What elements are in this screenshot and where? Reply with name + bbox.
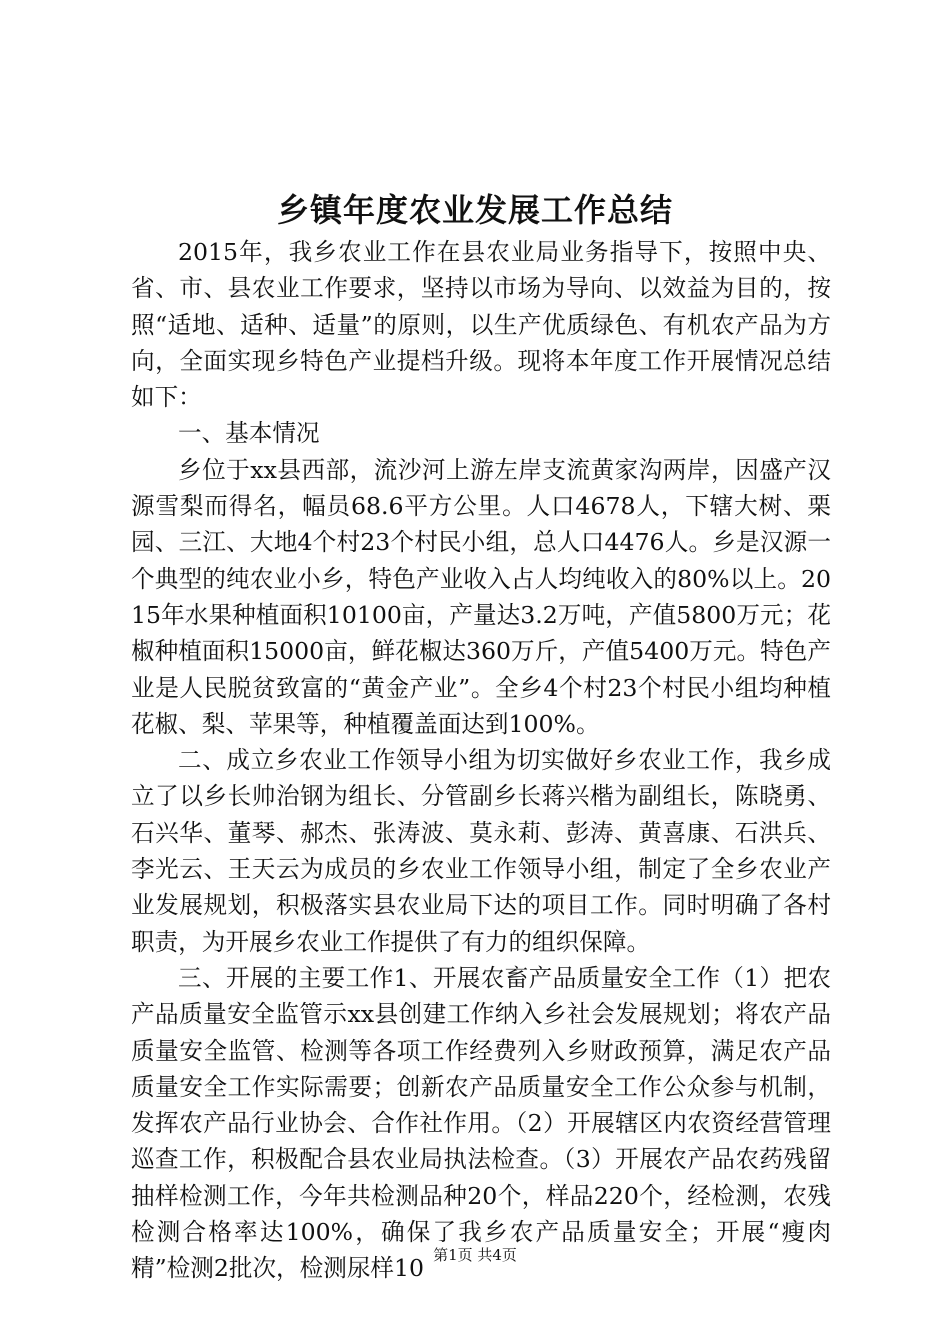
document-body [131, 234, 831, 1287]
paragraph-main-work: 三、开展的主要工作1、开展农畜产品质量安全工作（1）把农产品质量安全监管示xx县创建工作纳入乡社会发展规划；将农产品质量安全监管、检测等各项工作经费列入乡财政预算，满足农产品质量安全工作实际需要；创新农产品质量安全工作公众参与机制，发挥农产品行业协会、合作社作用。（2）开展辖区内农资经营管理巡查工作，积极配合县农业局执法检查。（3）开展农产品农药残留抽样检测工作，今年共检测品种20个，样品220个，经检测，农残检测合格率达100%，确保了我乡农产品质量安全；开展“瘦肉精”检测2批次，检测尿样10 [131, 963, 831, 1283]
page-number-footer: 第1页 共4页 [433, 1246, 517, 1264]
section-heading-basic-info: 一、基本情况 [178, 419, 320, 448]
document-title: 乡镇年度农业发展工作总结 [276, 191, 673, 229]
paragraph-leadership-group: 二、成立乡农业工作领导小组为切实做好乡农业工作，我乡成立了以乡长帅治钢为组长、分管副乡长蒋兴楷为副组长，陈晓勇、石兴华、董琴、郝杰、张涛波、莫永莉、彭涛、黄喜康、石洪兵、李光云、王天云为成员的乡农业工作领导小组，制定了全乡农业产业发展规划，积极落实县农业局下达的项目工作。同时明确了各村职责，为开展乡农业工作提供了有力的组织保障。 [131, 746, 831, 956]
paragraph-intro: 2015年，我乡农业工作在县农业局业务指导下，按照中央、省、市、县农业工作要求，坚持以市场为导向、以效益为目的，按照“适地、适种、适量”的原则，以生产优质绿色、有机农产品为方向，全面实现乡特色产业提档升级。现将本年度工作开展情况总结如下： [131, 238, 831, 412]
paragraph-basic-info: 乡位于xx县西部，流沙河上游左岸支流黄家沟两岸，因盛产汉源雪梨而得名，幅员68.6平方公里。人口4678人，下辖大树、栗园、三江、大地4个村23个村民小组，总人口4476人。乡是汉源一个典型的纯农业小乡，特色产业收入占人均纯收入的80%以上。2015年水果种植面积10100亩，产量达3.2万吨，产值5800万元；花椒种植面积15000亩，鲜花椒达360万斤，产值5400万元。特色产业是人民脱贫致富的“黄金产业”。全乡4个村23个村民小组均种植花椒、梨、苹果等，种植覆盖面达到100%。 [131, 455, 831, 738]
